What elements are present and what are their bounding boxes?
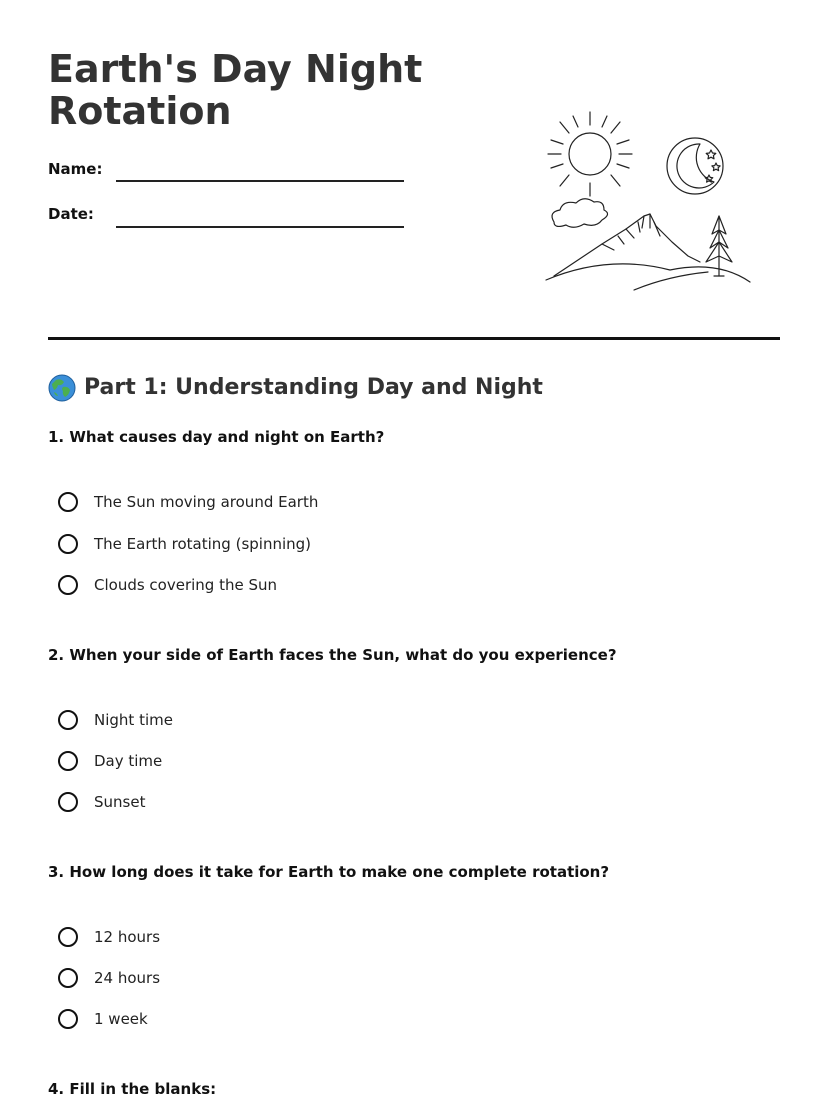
cloud-icon <box>552 199 608 228</box>
date-label: Date: <box>48 205 94 223</box>
q3-option-3[interactable] <box>58 1009 148 1029</box>
q3-option-1[interactable] <box>58 927 160 947</box>
question-1: 1. What causes day and night on Earth? <box>48 428 385 446</box>
globe-icon <box>48 374 76 402</box>
radio-button[interactable] <box>58 575 78 595</box>
radio-button[interactable] <box>58 710 78 730</box>
name-field-line[interactable] <box>116 180 404 182</box>
q2-option-3[interactable] <box>58 792 145 812</box>
question-3: 3. How long does it take for Earth to make one complete rotation? <box>48 863 610 881</box>
radio-button[interactable] <box>58 751 78 771</box>
worksheet-title: Earth's Day Night Rotation <box>48 47 423 133</box>
radio-button[interactable] <box>58 1009 78 1029</box>
option-label: 24 hours <box>94 969 161 987</box>
star-icon <box>712 163 720 171</box>
date-field-line[interactable] <box>116 226 404 228</box>
option-label: Day time <box>94 752 163 770</box>
q2-option-2[interactable] <box>58 751 162 771</box>
radio-button[interactable] <box>58 492 78 512</box>
star-icon <box>705 175 713 182</box>
radio-button[interactable] <box>58 968 78 988</box>
q3-option-2[interactable] <box>58 968 160 988</box>
day-night-illustration <box>538 104 758 300</box>
q1-option-3[interactable] <box>58 575 277 595</box>
option-label: 12 hours <box>94 928 161 946</box>
part-1-title-text: Part 1: Understanding Day and Night <box>84 375 543 400</box>
q2-option-1[interactable] <box>58 710 173 730</box>
moon-icon <box>667 138 723 194</box>
option-label: Sunset <box>94 793 146 811</box>
q1-option-1[interactable] <box>58 492 318 512</box>
q1-option-2[interactable] <box>58 534 311 554</box>
sun-icon <box>548 112 632 196</box>
option-label: Clouds covering the Sun <box>94 576 278 594</box>
question-4: 4. Fill in the blanks: <box>48 1080 217 1098</box>
section-divider <box>48 337 780 340</box>
question-2: 2. When your side of Earth faces the Sun, what do you experience? <box>48 646 617 664</box>
name-label: Name: <box>48 160 103 178</box>
option-label: Night time <box>94 711 173 729</box>
option-label: The Earth rotating (spinning) <box>94 535 312 553</box>
radio-button[interactable] <box>58 927 78 947</box>
radio-button[interactable] <box>58 534 78 554</box>
option-label: 1 week <box>94 1010 148 1028</box>
star-icon <box>706 150 716 159</box>
option-label: The Sun moving around Earth <box>94 493 319 511</box>
radio-button[interactable] <box>58 792 78 812</box>
part-1-title <box>48 372 543 404</box>
